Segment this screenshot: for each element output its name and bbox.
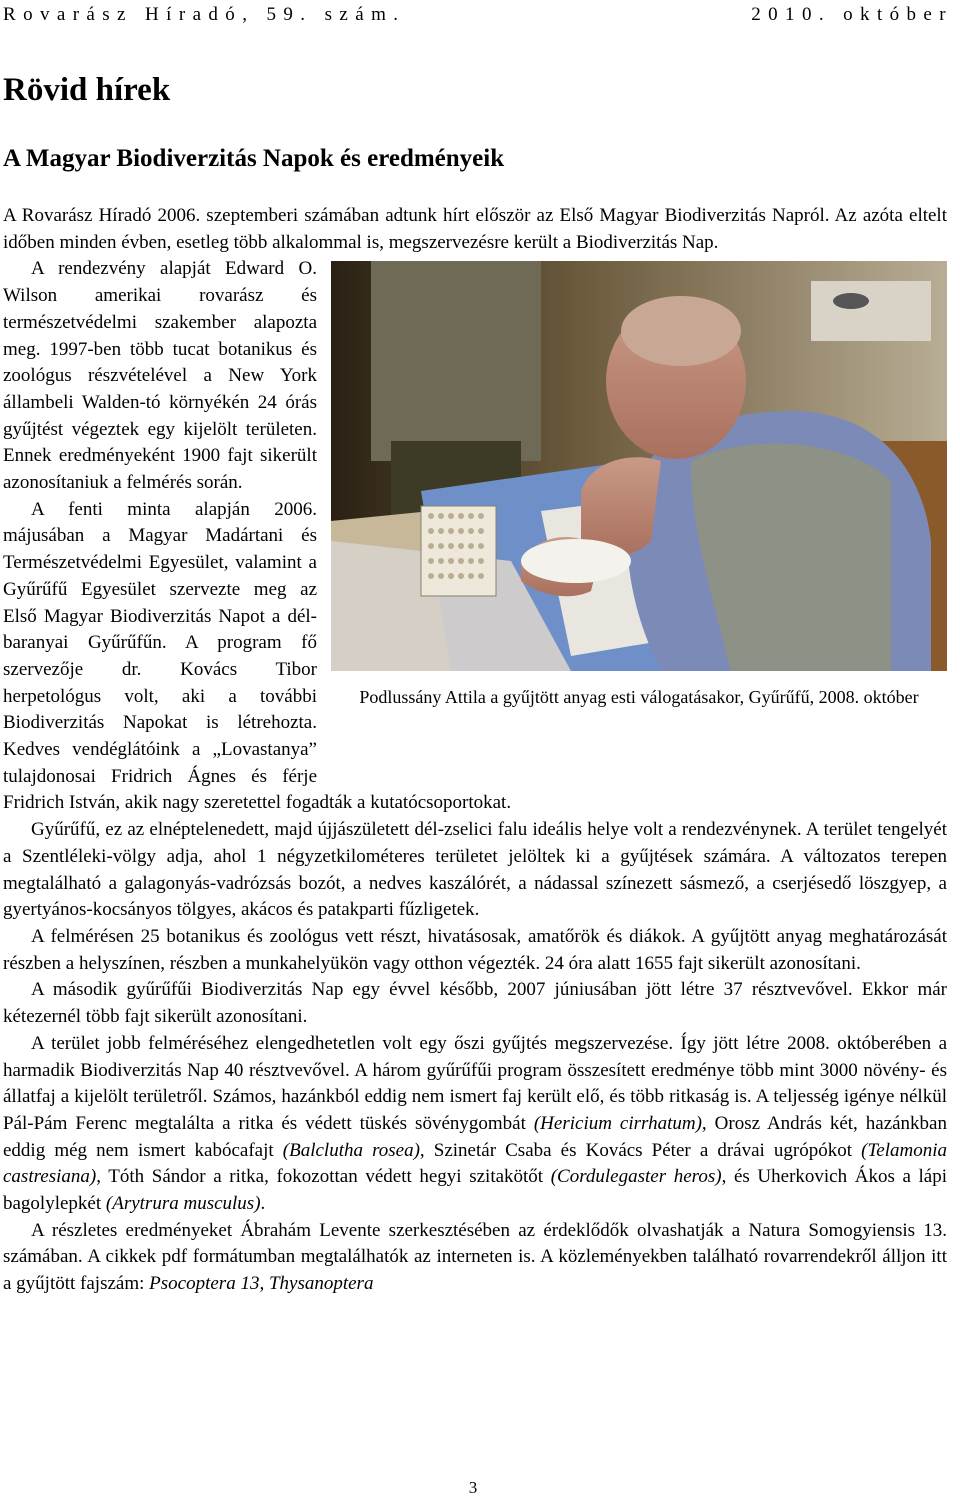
article-title: A Magyar Biodiverzitás Napok és eredményeik (3, 145, 505, 172)
species-balclutha: (Balclutha rosea) (282, 1139, 420, 1161)
paragraph-7-text-e: , és Uherkovich Ákos a lápi bagolylepkét (3, 1166, 948, 1215)
species-hericium: (Hericium cirrhatum) (533, 1112, 702, 1134)
figure-caption: Podlussány Attila a gyűjtött anyag esti válogatásakor, Gyűrűfű, 2008. október (359, 687, 919, 708)
paragraph-7-text-b: , Orosz András két, hazánkban eddig még nem ismert kabócafajt (3, 1112, 947, 1161)
paragraph-8 (3, 1218, 947, 1298)
paragraph-8-text: A részletes eredményeket Ábrahám Levente szerkesztésében az érdeklődők olvashatják a Natura Somogyiensis 13. számában. A cikkek pdf formátumban megtalálhatók az interneten is. A közleményekben található rovarrendekről álljon itt a gyűjtött fajszám: (3, 1219, 947, 1295)
paragraph-4: Gyűrűfű, ez az elnéptelenedett, majd újjászületett dél-zselici falu ideális helye volt a rendezvénynek. A terület tengelyét a Szentléleki-völgy adja, ahol 1 négyzetkilométeres területet jelöltek ki a gyűjtések számára. A változatos terepen megtalálható a galagonyás-vadrózsás bozót, a nedves kaszálórét, a nádassal színezett sásmező, a cserjésedő löszgyep, a gyertyános-kocsányos tölgyes, akácos és patakparti fűzligetek. (3, 819, 947, 921)
paragraph-7-text-d: , Tóth Sándor a ritka, fokozottan védett hegyi szitakötőt (96, 1166, 551, 1188)
article-body (3, 203, 947, 1298)
header-journal: Rovarász Híradó, 59. szám. (3, 4, 406, 25)
paragraph-7-text-f: . (260, 1193, 266, 1215)
species-telamonia: (Telamonia castresiana) (3, 1139, 948, 1188)
species-arytrura: (Arytrura musculus) (105, 1193, 261, 1215)
figure (331, 261, 947, 780)
header-date: 2010. október (751, 4, 953, 25)
section-title: Rövid hírek (3, 72, 171, 108)
paragraph-3: A fenti minta alapján 2006. májusában a Magyar Madártani és Természetvédelmi Egyesület, valamint a Gyűrűfű Egyesület szervezte meg az Első Magyar Biodiverzitás Napot a dél-baranyai Gyűrűfűn. A program fő szervezője dr. Kovács Tibor herpetológus volt, aki a további Biodiverzitás Napokat is létrehozta. Kedves vendéglátóink a „Lovastanya” tulajdonosai Fridrich Ágnes és férje Fridrich István, akik nagy szeretettel fogadták a kutatócsoportokat. (3, 498, 512, 814)
paragraph-2: A rendezvény alapját Edward O. Wilson amerikai rovarász és természetvédelmi szakember alapozta meg. 1997-ben több tucat botanikus és zoológus részvételével a New York állambeli Walden-tó környékén 24 órás gyűjtést végeztek egy kijelölt területen. Ennek eredményeként 1900 fajt sikerült azonosítaniuk a felmérés során. (3, 258, 317, 494)
page-number: 3 (468, 1478, 478, 1497)
photo (331, 261, 947, 671)
paragraph-6: A második gyűrűfűi Biodiverzitás Nap egy évvel később, 2007 júniusában jött létre 37 résztvevővel. Ekkor már kétezernél több fajt sikerült azonosítani. (3, 979, 947, 1028)
paragraph-7-text-a: A terület jobb felméréséhez elengedhetetlen volt egy őszi gyűjtés megszervezése. Így jött létre 2008. októberében a harmadik Biodiverzitás Nap 40 résztvevővel. A három gyűrűfűi program összesített eredménye több mint 3000 növény- és állatfaj a kijelölt területről. Számos, hazánkból eddig nem ismert faj került elő, és több ritkaság is. A teljesség igénye nélkül Pál-Pám Ferenc megtalálta a ritka és védett tüskés sövénygombát (3, 1032, 947, 1134)
paragraph-1: A Rovarász Híradó 2006. szeptemberi számában adtunk hírt először az Első Magyar Biodiverzitás Napról. Az azóta eltelt időben minden évben, esetleg több alkalommal is, megszervezésre került a Biodiverzitás Nap. (3, 205, 947, 253)
photo-image (331, 261, 947, 671)
taxa-list: Psocoptera 13, Thysanoptera (149, 1273, 374, 1295)
species-cordulegaster: (Cordulegaster heros) (550, 1166, 722, 1188)
paragraph-7-text-c: , Szinetár Csaba és Kovács Péter a drávai ugrópókot (419, 1139, 862, 1161)
running-header (3, 4, 953, 30)
paragraph-7 (3, 1031, 947, 1218)
paragraph-5: A felmérésen 25 botanikus és zoológus vett részt, hivatásosak, amatőrök és diákok. A gyűjtött anyag meghatározását részben a helyszínen, részben a munkahelyükön vagy otthon végezték. 24 óra alatt 1655 fajt sikerült azonosítani. (3, 925, 947, 974)
